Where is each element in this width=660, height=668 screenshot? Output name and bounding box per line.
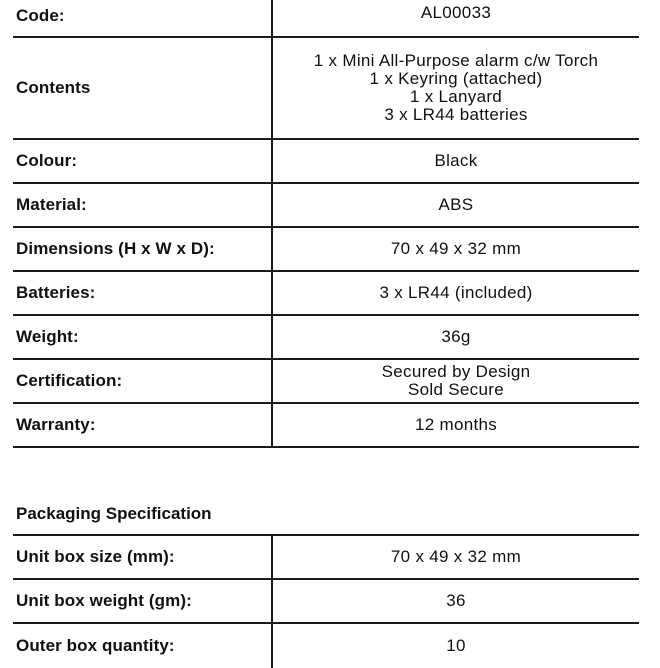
pack-row-outer-box-quantity	[13, 624, 639, 668]
spec-row-contents	[13, 38, 639, 140]
spec-label: Weight:	[13, 316, 273, 358]
spec-value-line: ABS	[438, 195, 474, 214]
spec-label: Batteries:	[13, 272, 273, 314]
spec-value	[273, 272, 639, 314]
spec-row-dimensions	[13, 228, 639, 272]
spec-value-line: 12 months	[414, 415, 498, 434]
spec-row-batteries	[13, 272, 639, 316]
spec-value	[273, 580, 639, 622]
spec-label: Contents	[13, 38, 273, 138]
spec-label: Material:	[13, 184, 273, 226]
spec-value	[273, 228, 639, 270]
spec-value-line: Black	[434, 151, 478, 170]
spec-row-colour	[13, 140, 639, 184]
spec-row-material	[13, 184, 639, 228]
spec-value-line: Secured by Design	[381, 362, 531, 381]
spec-value	[273, 0, 639, 36]
spec-value	[273, 360, 639, 402]
product-spec-table	[13, 0, 639, 448]
spec-value	[273, 404, 639, 446]
spec-value	[273, 316, 639, 358]
pack-row-unit-box-weight	[13, 580, 639, 624]
spec-value-line: 1 x Lanyard	[409, 87, 503, 106]
spec-value-line: 10	[446, 636, 466, 655]
spec-label: Unit box weight (gm):	[13, 580, 273, 622]
spec-value-line: Sold Secure	[408, 380, 504, 399]
spec-row-code	[13, 0, 639, 38]
spec-value-line: 1 x Mini All-Purpose alarm c/w Torch	[313, 51, 599, 70]
spec-label: Dimensions (H x W x D):	[13, 228, 273, 270]
spec-value-line: 1 x Keyring (attached)	[369, 69, 543, 88]
spec-label: Warranty:	[13, 404, 273, 446]
spec-label: Code:	[13, 0, 273, 36]
spec-row-warranty	[13, 404, 639, 448]
spec-value-line: 70 x 49 x 32 mm	[390, 239, 522, 258]
packaging-spec-table	[13, 534, 639, 668]
packaging-spec-heading: Packaging Specification	[16, 504, 212, 523]
spec-value-line: 3 x LR44 batteries	[384, 105, 528, 124]
pack-row-unit-box-size	[13, 536, 639, 580]
spec-row-certification	[13, 360, 639, 404]
spec-value-line: AL00033	[420, 3, 492, 22]
spec-label: Outer box quantity:	[13, 624, 273, 668]
spec-value	[273, 184, 639, 226]
spec-value	[273, 536, 639, 578]
spec-value	[273, 38, 639, 138]
spec-value	[273, 140, 639, 182]
spec-value-line: 70 x 49 x 32 mm	[390, 547, 522, 566]
spec-label: Unit box size (mm):	[13, 536, 273, 578]
spec-row-weight	[13, 316, 639, 360]
spec-label: Certification:	[13, 360, 273, 402]
spec-value	[273, 624, 639, 668]
spec-value-line: 3 x LR44 (included)	[379, 283, 533, 302]
spec-value-line: 36	[446, 591, 466, 610]
spec-value-line: 36g	[441, 327, 471, 346]
spec-label: Colour:	[13, 140, 273, 182]
